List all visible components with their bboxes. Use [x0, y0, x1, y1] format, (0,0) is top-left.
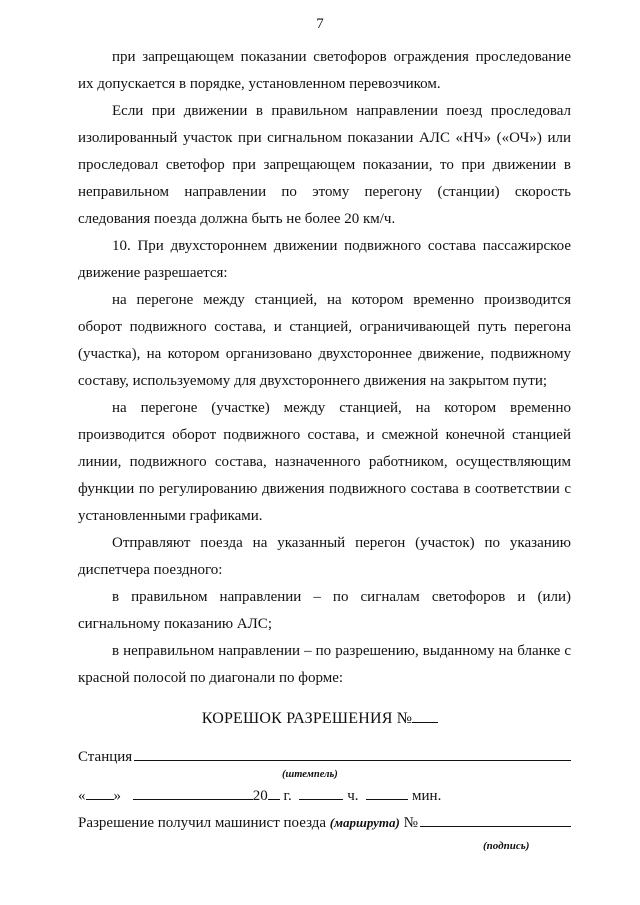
form-number-blank[interactable] — [412, 708, 438, 723]
signature-hint: (подпись) — [483, 840, 530, 852]
paragraph-correct-direction: в правильном направлении – по сигналам светофоров и (или) сигнальному показанию АЛС; — [78, 589, 571, 632]
station-line — [78, 748, 571, 766]
paragraph-turnaround-station: на перегоне между станцией, на котором временно производится оборот подвижного состава, и станцией, ограничивающей путь перегона (участка), на котором организовано двухстороннее движение, подвижному составу, используемому для двухстороннего движения на закрытом пути; — [78, 292, 571, 389]
paragraph-speed-limit: Если при движении в правильном направлении поезд проследовал изолированный участок при сигнальном показании АЛС «НЧ» («ОЧ») или проследовал светофор при запрещающем показании, то при движении в неправильном направлении по этому перегону (станции) скорость следования поезда должна быть не более 20 км/ч. — [78, 103, 571, 227]
paragraph-terminal-station: на перегоне (участке) между станцией, на котором временно производится оборот подвижного состава, и смежной конечной станцией линии, подвижного состава, назначенного работником, осуществляющим функции по регулированию движения подвижного состава в соответствии с установленными графиками. — [78, 400, 571, 524]
received-label: Разрешение получил машинист поезда — [78, 815, 327, 831]
minutes-field[interactable] — [366, 786, 408, 800]
hours-field[interactable] — [299, 786, 343, 800]
form-title-text: КОРЕШОК РАЗРЕШЕНИЯ № — [201, 710, 413, 727]
station-field[interactable] — [134, 748, 571, 761]
route-hint: (маршрута) — [329, 815, 400, 830]
station-label: Станция — [78, 749, 133, 765]
number-sign: № — [403, 815, 418, 831]
page-number: 7 — [316, 16, 324, 32]
form-title — [0, 708, 640, 728]
paragraph-signal-passing-continuation: при запрещающем показании светофоров ограждения проследование их допускается в порядке, установленном перевозчиком. — [78, 49, 571, 92]
paragraph-item-10: 10. При двухстороннем движении подвижного состава пассажирское движение разрешается: — [78, 238, 571, 281]
day-field[interactable] — [86, 786, 114, 800]
date-time-line — [78, 786, 571, 805]
year-suffix: г. — [283, 788, 292, 804]
month-field[interactable] — [133, 786, 253, 800]
paragraph-dispatch-instruction: Отправляют поезда на указанный перегон (участок) по указанию диспетчера поездного: — [78, 535, 571, 578]
document-body — [78, 44, 571, 692]
year-prefix: 20 — [252, 788, 268, 804]
date-open-quote: « — [78, 788, 86, 804]
received-line — [78, 814, 571, 832]
date-close-quote: » — [113, 788, 121, 804]
paragraph-wrong-direction: в неправильном направлении – по разрешению, выданному на бланке с красной полосой по диагонали по форме: — [78, 643, 571, 686]
hours-label: ч. — [347, 788, 359, 804]
minutes-label: мин. — [412, 788, 442, 804]
stamp-hint: (штемпель) — [282, 769, 338, 780]
year-field[interactable] — [268, 786, 280, 800]
train-number-field[interactable] — [420, 814, 571, 827]
